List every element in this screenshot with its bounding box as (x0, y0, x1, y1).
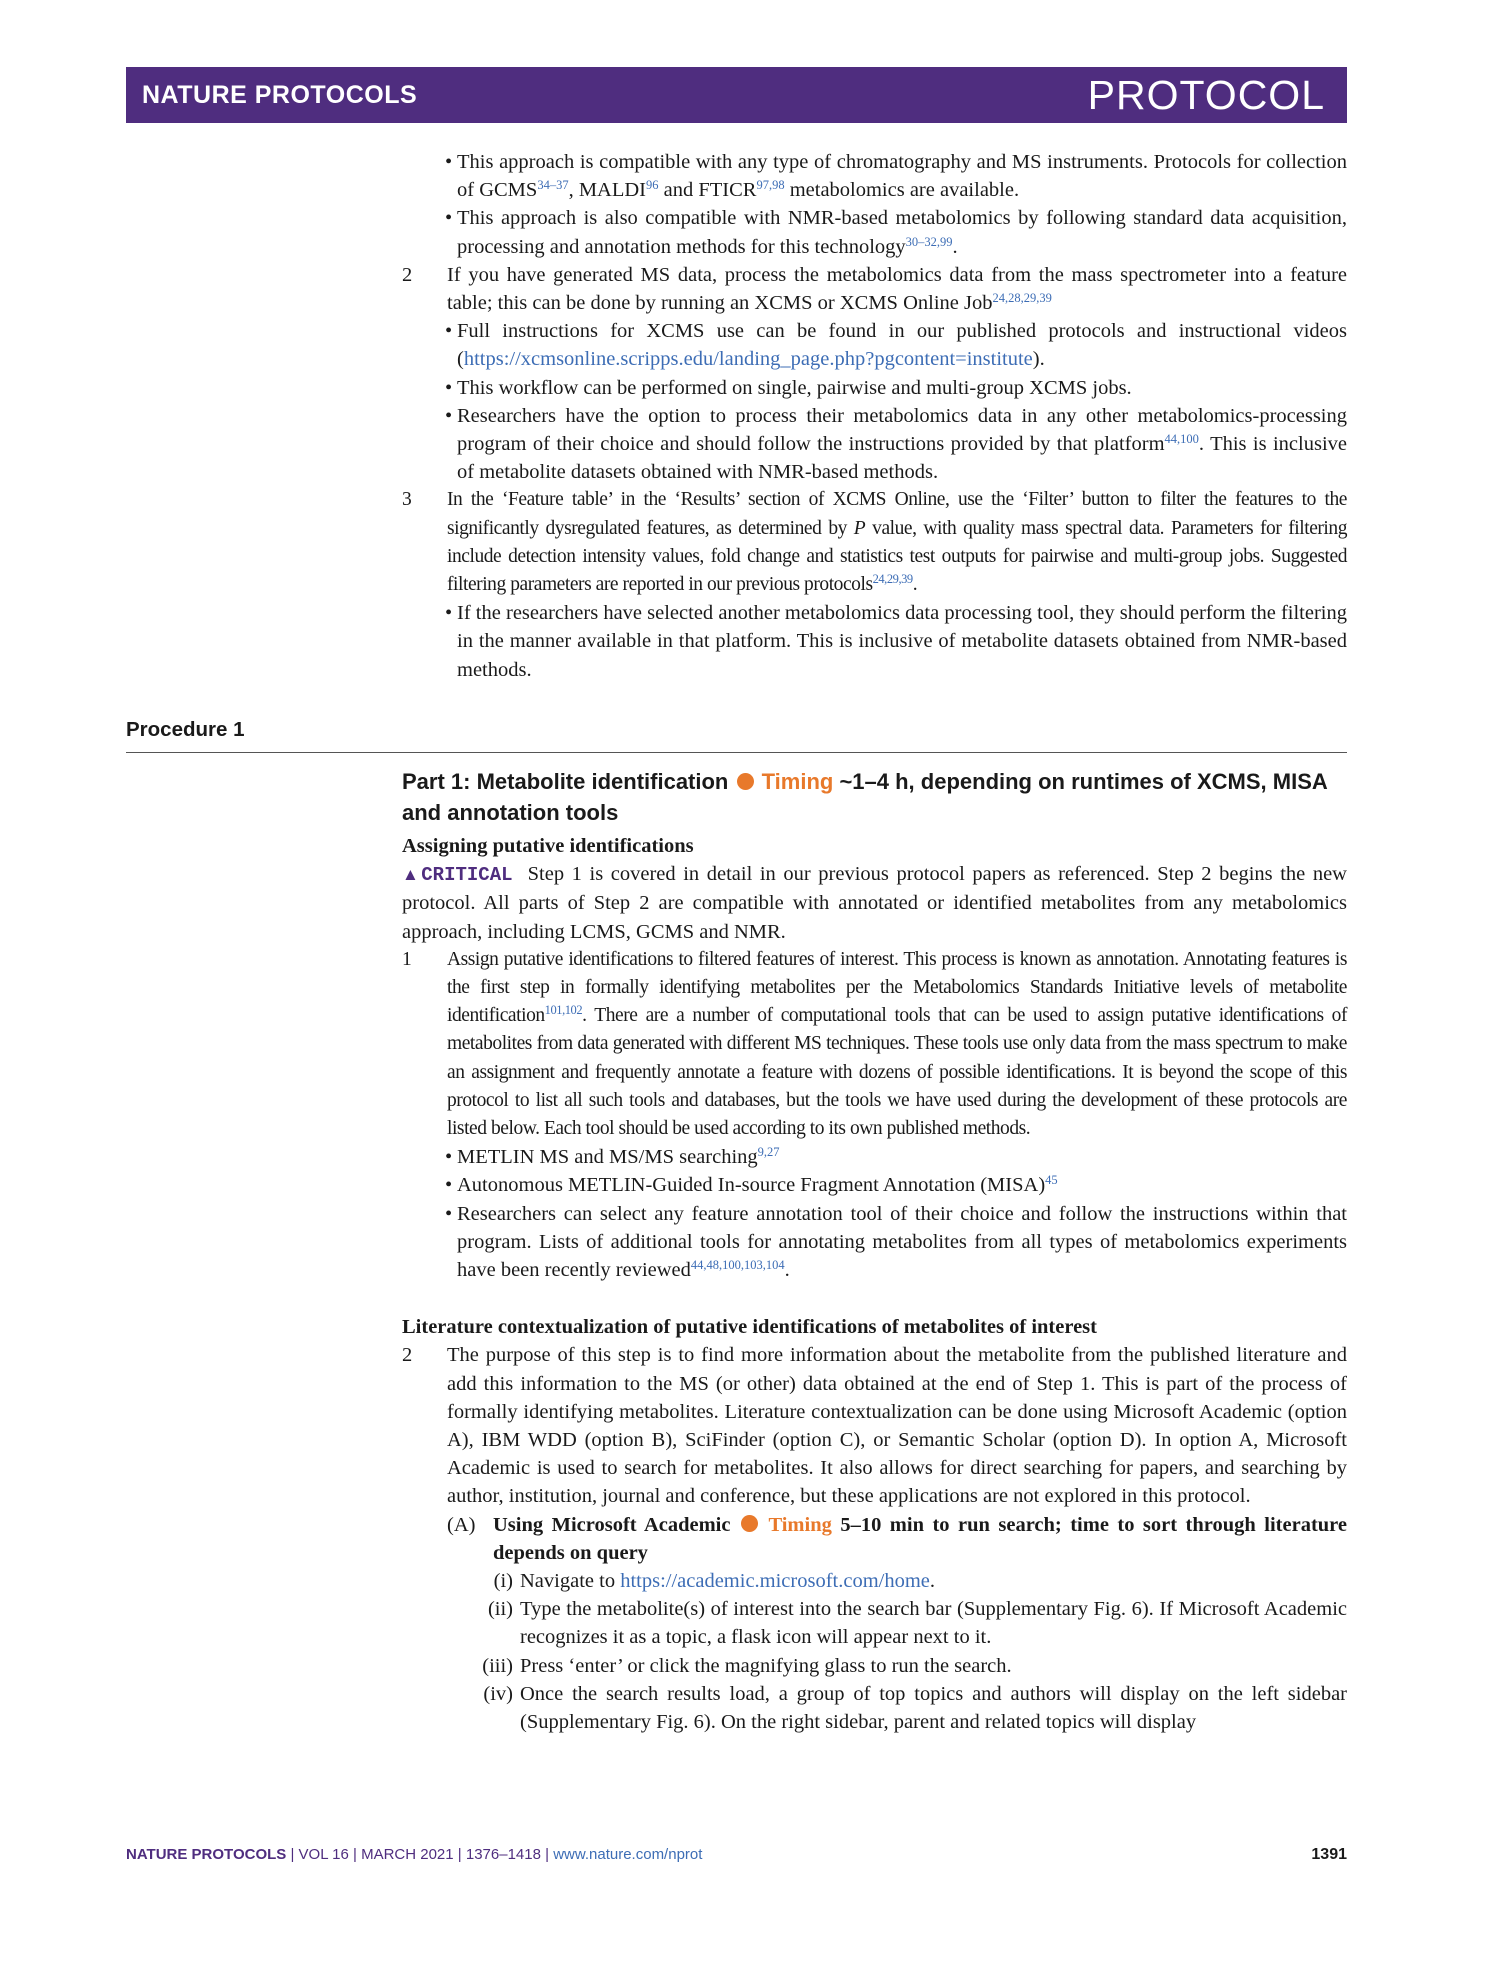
timing-dot-icon (741, 1515, 758, 1532)
bullet-workflow: • This workflow can be performed on single, pairwise and multi-group XCMS jobs. (402, 374, 1347, 402)
step-number: 1 (402, 948, 412, 970)
bullet-metlin: • METLIN MS and MS/MS searching$^{9,27}$ (402, 1143, 1347, 1171)
timing-dot-icon (737, 773, 754, 790)
ref-44-100[interactable]: 44,100 (1164, 432, 1199, 447)
step-number: 3 (402, 489, 412, 511)
option-a-step-ii: (ii) Type the metabolite(s) of interest into the search bar (Supplementary Fig. 6). If Microsoft Academic recognizes it as a topic, a flask icon will appear next to it. (487, 1598, 1347, 1649)
page-number: 1391 (1311, 1846, 1347, 1863)
step-3-filter: 3 In the ‘Feature table’ in the ‘Results’ section of XCMS Online, use the ‘Filter’ button to filter the features to the significantly dysregulated features, as determined by P value, with quality mass spectral data. Parameters for filtering include detection intensity values, fold change and statistics test outputs for pairwise and multi-group jobs. Suggested filtering parameters are reported in our previous protocols$^{24,29,39}$. (402, 486, 1347, 599)
bullet-other-tool: • If the researchers have selected another metabolomics data processing tool, they should perform the filtering in the manner available in that platform. This is inclusive of metabolite datasets obtained from NMR-based methods. (402, 599, 1347, 684)
ref-9-27[interactable]: 9,27 (757, 1145, 780, 1160)
option-a-step-iv: (iv) Once the search results load, a group of top topics and authors will display on the left sidebar (Supplementary Fig. 6). On the right sidebar, parent and related topics will display (483, 1682, 1347, 1734)
ref-97-98[interactable]: 97,98 (756, 178, 785, 193)
bullet-chromatography: • This approach is compatible with any type of chromatography and MS instruments. Protocols for collection of GCMS$^{34-37}$, MALDI$^{96}$ and FTICR$^{97,98}$ metabolomics are available. (402, 148, 1347, 204)
subhead-literature: Literature contextualization of putative identifications of metabolites of interest (402, 1316, 1097, 1339)
ref-24-29-39[interactable]: 24,29,39 (872, 572, 913, 587)
footer-url[interactable]: www.nature.com/nprot (553, 1846, 703, 1863)
procedure-heading: Procedure 1 (126, 718, 1347, 753)
journal-name: NATURE PROTOCOLS (142, 80, 418, 109)
bullet-xcms-instructions: • Full instructions for XCMS use can be found in our published protocols and instructional videos (https://xcmsonline.scripps.edu/landing_page.php?pgcontent=institute). (402, 317, 1347, 373)
ref-101-102[interactable]: 101,102 (544, 1003, 583, 1018)
option-a-heading: (A) Using Microsoft Academic Timing 5–10 min to run search; time to sort through literature depends on query (402, 1511, 1347, 1567)
subhead-assigning: Assigning putative identifications (402, 835, 694, 857)
ref-34-37[interactable]: 34–37 (537, 178, 569, 193)
step-2-process-ms: 2 If you have generated MS data, process the metabolomics data from the mass spectrometer into a feature table; this can be done by running an XCMS or XCMS Online Job$^{24,28,29,39}$ (402, 261, 1347, 317)
journal-header-bar (126, 67, 1347, 123)
critical-note: ▲CRITICAL Step 1 is covered in detail in our previous protocol papers as referenced. Step 2 begins the new protocol. All parts of Step 2 are compatible with annotated or identified metabolites from any metabolomics approach, including LCMS, GCMS and NMR. (402, 863, 1347, 943)
bullet-annotation-tool: • Researchers can select any feature annotation tool of their choice and follow the instructions within that program. Lists of additional tools for annotating metabolites from all types of metabolomics experiments have been recently reviewed$^{44,48,100,103,104}$. (402, 1200, 1347, 1285)
part1-content (402, 766, 1347, 1736)
ref-24-28-29-39[interactable]: 24,28,29,39 (992, 291, 1052, 306)
ref-45[interactable]: 45 (1045, 1173, 1058, 1188)
critical-triangle-icon: ▲ (402, 865, 422, 885)
step-number: 2 (402, 1344, 413, 1367)
step-number: 2 (402, 263, 413, 286)
ref-44-48-100-103-104[interactable]: 44,48,100,103,104 (690, 1258, 785, 1273)
critical-label: CRITICAL (421, 864, 513, 887)
xcms-institute-link[interactable]: https://xcmsonline.scripps.edu/landing_page.php?pgcontent=institute (463, 348, 1033, 371)
timing-label: Timing (768, 1513, 832, 1536)
timing-label: Timing (761, 769, 834, 794)
option-a-step-i: (i) Navigate to https://academic.microsoft.com/home. (493, 1570, 936, 1593)
ref-96[interactable]: 96 (646, 178, 659, 193)
microsoft-academic-link[interactable]: https://academic.microsoft.com/home (620, 1570, 930, 1593)
step-2-literature: 2 The purpose of this step is to find more information about the metabolite from the published literature and add this information to the MS (or other) data obtained at the end of Step 1. This is part of the process of formally identifying metabolites. Literature contextualization can be done using Microsoft Academic (option A), IBM WDD (option B), SciFinder (option C), or Semantic Scholar (option D). In option A, Microsoft Academic is used to search for metabolites. It also allows for direct searching for papers, and searching by author, institution, journal and conference, but these applications are not explored in this protocol. (402, 1341, 1347, 1510)
footer-date: MARCH 2021 (361, 1846, 454, 1863)
page-footer: NATURE PROTOCOLS | VOL 16 | MARCH 2021 | 1376–1418 | www.nature.com/nprot 1391 (126, 1846, 1347, 1863)
part1-title: Part 1: Metabolite identification Timing ~1–4 h, depending on runtimes of XCMS, MISA and annotation tools (402, 769, 1327, 825)
option-a-step-iii: (iii) Press ‘enter’ or click the magnifying glass to run the search. (482, 1654, 1012, 1677)
footer-pages: 1376–1418 (465, 1846, 541, 1863)
bullet-misa: • Autonomous METLIN-Guided In-source Fragment Annotation (MISA)$^{45}$ (402, 1171, 1347, 1199)
footer-volume: VOL 16 (298, 1846, 349, 1863)
article-type: PROTOCOL (1087, 71, 1325, 118)
ref-30-32-99[interactable]: 30–32,99 (905, 234, 953, 249)
top-content (402, 148, 1347, 684)
option-label: (A) (447, 1513, 476, 1536)
bullet-other-program: • Researchers have the option to process their metabolomics data in any other metabolomics-processing program of their choice and should follow the instructions provided by that platform$^{44,100}$. This is inclusive of metabolite datasets obtained with NMR-based methods. (402, 402, 1347, 487)
step-1-assign: 1 Assign putative identifications to filtered features of interest. This process is known as annotation. Annotating features is the first step in formally identifying metabolites per the Metabolomics Standards Initiative levels of metabolite identification$^{101,102}$. There are a number of computational tools that can be used to assign putative identifications of metabolites from data generated with different MS techniques. These tools use only data from the mass spectrum to make an assignment and frequently annotate a feature with dozens of possible identifications. It is beyond the scope of this protocol to list all such tools and databases, but the tools we have used during the development of these protocols are listed below. Each tool should be used according to its own published methods. (402, 946, 1347, 1143)
footer-journal: NATURE PROTOCOLS (126, 1846, 287, 1863)
bullet-nmr: • This approach is also compatible with NMR-based metabolomics by following standard data acquisition, processing and annotation methods for this technology$^{30-32,99}$. (402, 204, 1347, 260)
